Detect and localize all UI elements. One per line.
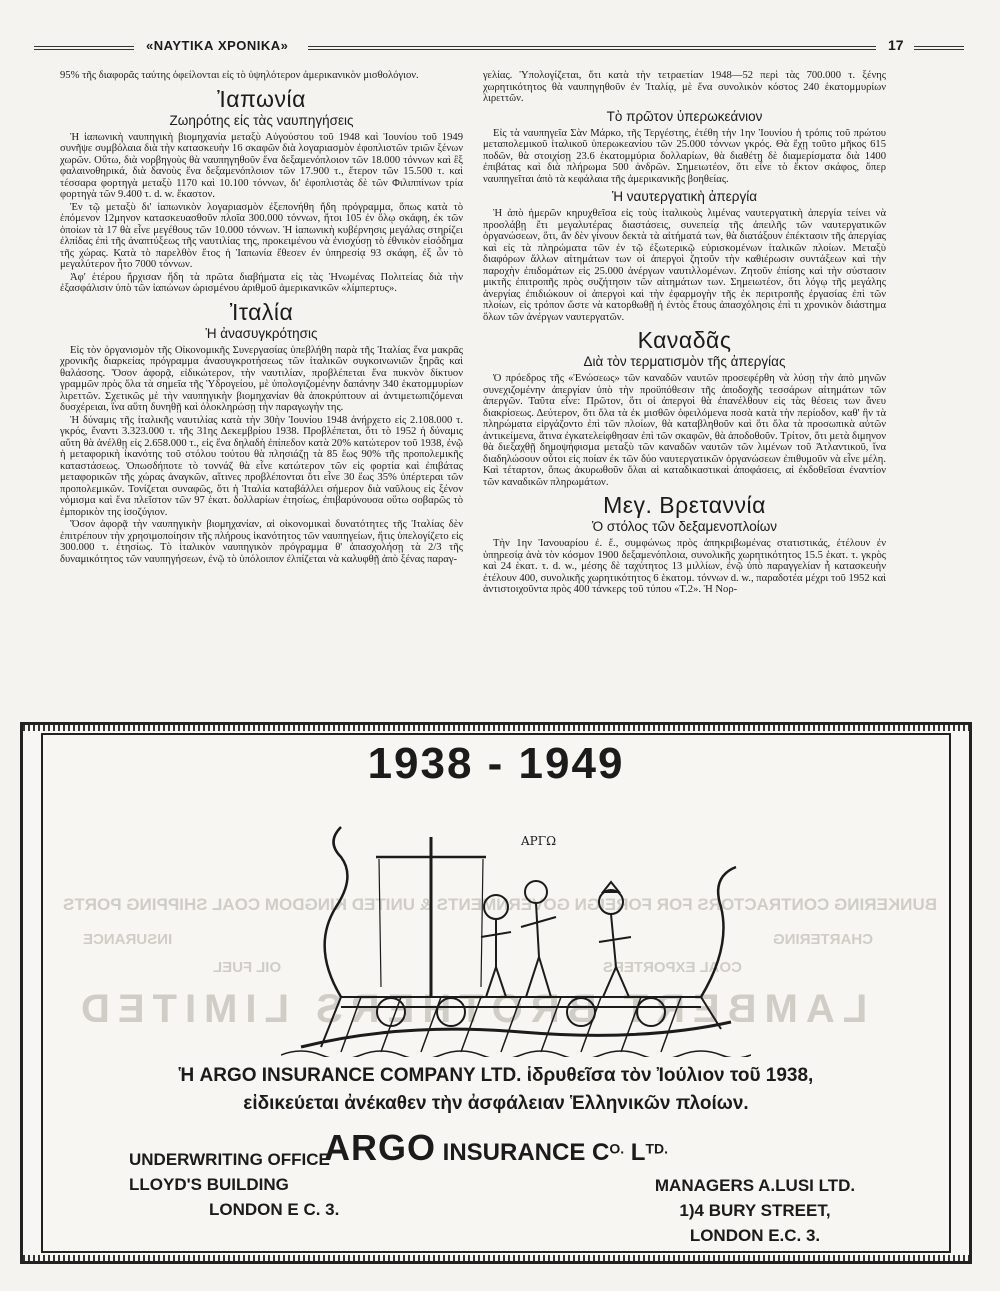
brand-name: ARGO: [323, 1127, 436, 1168]
show-through-text: COAL EXPORTERS: [603, 959, 742, 976]
brand-td-superscript: TD.: [645, 1140, 668, 1157]
ad-frame: [41, 733, 951, 1253]
section-title-ocean-liner: Τὸ πρῶτον ὑπερωκεάνιον: [606, 108, 763, 124]
ad-headline-line-1: Ἡ ARGO INSURANCE COMPANY LTD. ἱδρυθεῖσα τὸν Ἰούλιον τοῦ 1938,: [178, 1065, 814, 1086]
continuation-paragraph: γελίας. Ὑπολογίζεται, ὅτι κατὰ τὴν τετραετίαν 1948—52 περὶ τὰς 700.000 τ. ξένης χωρητικότητος θὰ ναυπηγηθοῦν ἐν Ἰταλίᾳ, μὲ ἕνα συνολικὸν κόστος 240 ἑκατομμυρίων λιρεττῶν.: [483, 70, 886, 104]
section-subtitle-italy: Ἡ ἀνασυγκρότησις: [205, 325, 318, 341]
address-line: UNDERWRITING OFFICE: [129, 1150, 330, 1169]
britain-paragraph: Τὴν 1ην Ἰανουαρίου ἐ. ἔ., συμφώνως πρὸς ἀπηκριβωμένας στατιστικάς, ἐτέλουν ἐν ὑπηρεσίᾳ ἀνὰ τὸν κόσμον 1900 δεξαμενόπλοια, συνολικῆς χωρητικότητος 15.5 ἑκατ. τ. γκρὸς καὶ 24 ἑκατ. τ. d. w., μέσης δὲ ταχύτητος 13 μιλλίων, ἐνῷ ὑπὸ παραγγελίαν ἦ κατασκευὴν ἐτέλουν 400, συνολικῆς χωρητικότητος 6 ἑκατομ. τόννων d. w., παραδοτέα μέχρι τοῦ 1952 καὶ ἀντιστοιχοῦντα πρὸς 400 τάνκερς τοῦ τύπου «Τ.2». Ἡ Νορ-: [483, 538, 886, 595]
ad-years: 1938 - 1949: [367, 739, 625, 788]
section-title-canada: Καναδᾶς: [637, 327, 732, 353]
section-subtitle-japan: Ζωηρότης εἰς τὰς ναυπηγήσεις: [169, 112, 354, 128]
ad-top-hatch: [23, 725, 969, 731]
strike-paragraph: Ἡ ἀπὸ ἡμερῶν κηρυχθεῖσα εἰς τοὺς ἰταλικοὺς λιμένας ναυτεργατικὴ ἀπεργία τείνει νὰ προσλάβῃ ἔτι μεγαλυτέρας διαστάσεις, συνεπείᾳ τῆς ἀπειλῆς τῶν ναυτεργατικῶν ὀργανώσεων, ὅτι, ἂν δὲν γίνουν δεκτὰ τὰ αἰτήματά των, θὰ διατάξουν ἐπέκτασιν τῆς ἀπεργίας καὶ εἰς τὰ πληρώματα τῶν ἐν τῷ ἐξωτερικῷ εὑρισκομένων ἰταλικῶν πλοίων. Μεταξὺ διαφόρων ἄλλων αἰτημάτων των οἱ ἀπεργοὶ ζητοῦν τὴν καθιέρωσιν συντάξεων καὶ τὴν παροχὴν ἐπιδομάτων εἰς 25.000 ἀνέργων ναυτιλλομένων. Ζητοῦν ἐπίσης καὶ τὴν σύστασιν μικτῆς ἐπιτροπῆς πρὸς συζήτησιν τῶν αἰτημάτων των. Σημειωτέον, ὅτι λόγῳ τῆς μεγάλης ἀνεργίας ἐπιδιώκουν οἱ ἀπεργοὶ καὶ τὴν ἐφαρμογὴν τῆς ἐκ περιτροπῆς ἐργασίας ἐπὶ τῶν πλοίων, εἰς τρόπον ὥστε νὰ κατορθωθῇ ἡ ἐντὸς ἔτους ἀπασχόλησις ἐπὶ τι χρονικὸν διάστημα ὅλων τῶν ἀνέργων ναυτεργατῶν.: [483, 208, 886, 323]
italy-paragraph-1: Εἰς τὸν ὀργανισμὸν τῆς Οἰκονομικῆς Συνεργασίας ὑπεβλήθη παρὰ τῆς Ἰταλίας ἕνα μακρᾶς χρονικῆς διαρκείας πρόγραμμα ἀνασυγκροτήσεως τῶν ἰταλικῶν συγκοινωνιῶν ξηρᾶς καὶ θαλάσσης. Ὅσον ἀφορᾷ, εἰδικώτερον, τὴν ναυτιλίαν, προβλέπεται ἕνα πυκνὸν δίκτυον γραμμῶν πρὸς ὅλα τὰ σημεῖα τῆς Ὑδρογείου, μὲ ὑπολογιζομένην δαπάνην 340 ἑκατομμυρίων λιρεττῶν. Σχετικῶς μὲ τὴν ναυπηγικὴν βιομηχανίαν θὰ ἀποκρύπτουν αἱ ἀντιμετωπιζόμεναι δυσχέρειαι, ἵνα αὕτη δυνηθῇ καὶ ὁλοκληρώσῃ τὴν παραγωγὴν της.: [60, 344, 463, 413]
japan-paragraph-3: Ἀφ' ἑτέρου ἤρχισαν ἤδη τὰ πρῶτα διαβήματα εἰς τὰς Ἡνωμένας Πολιτείας διὰ τὴν ἐξασφάλισιν ὑπὸ τῶν ἰαπώνων ὡρισμένου ἀριθμοῦ ἀμερικανικῶν «λίμπερτυς».: [60, 271, 463, 294]
section-subtitle-britain: Ὁ στόλος τῶν δεξαμενοπλοίων: [591, 519, 778, 534]
brand-rest: INSURANCE C: [435, 1139, 610, 1166]
ship-label: ΑΡΓΩ: [521, 834, 557, 848]
japan-paragraph-1: Ἡ ἰαπωνικὴ ναυπηγικὴ βιομηχανία μεταξὺ Αὐγούστου τοῦ 1948 καὶ Ἰουνίου τοῦ 1949 συνῆψε συμβόλαια διὰ τὴν κατασκευὴν 16 σκαφῶν διὰ λογαριασμὸν ἐφοπλιστῶν τριῶν ξένων χωρῶν. Οὕτω, διὰ νορβηγοὺς θὰ ναυπηγηθοῦν ἕνα δεξαμενόπλοιον τῶν 18.000 τόννων καὶ ἓξ φαλαινοθηρικά, διὰ δανοὺς ἕνα δεξαμενόπλοιον τῶν 17.900 τ., ἕτερον τῶν 15.500 τ. καὶ τέσσαρα φορτηγὰ μεταξὺ 1170 καὶ 10.100 τόννων, δι' ἐφοπλιστὰς δὲ τῶν Φιλιππίνων τρία φορτηγὰ τῶν 9.400 τ. d. w. ἕκαστον.: [60, 131, 463, 200]
page-header: [34, 38, 964, 56]
ad-bottom-hatch: [23, 1255, 969, 1261]
show-through-text: OIL FUEL: [213, 959, 282, 976]
italy-paragraph-2: Ἡ δύναμις τῆς ἰταλικῆς ναυτιλίας κατὰ τὴν 30ὴν Ἰουνίου 1948 ἀνήρχετο εἰς 2.108.000 τ. γκρός, ἔναντι 3.323.000 τ. τῆς 31ης Δεκεμβρίου 1938. Προβλέπεται, ὅτι τὸ 1952 ἡ δύναμις αὕτη θὰ ἀνέλθῃ εἰς 2.658.000 τ., εἰς ἕνα δηλαδὴ ἐπίπεδον κατὰ 20% κατώτερον τοῦ 1938, ἐνῷ ἡ μεταφορικὴ ἱκανότης τοῦ στόλου τούτου θὰ πλησιάζῃ τὰ 85 ἕως 90% τῆς προπολεμικῆς καταστάσεως. Ὁπωσδήποτε τὸ τοννάζ θὰ εἶνε κατώτερον τῶν εἰς φορτία καὶ ἐπιβάτας μεταφορικῶν τῆς χώρας ἀναγκῶν, αἵτινες προβλέπονται ὅτι εἶνε 30 ἕως 35% ὑπέρτεραι τῶν προπολεμικῶν. Τονίζεται συναφῶς, ὅτι ἡ Ἰταλία καταβάλλει σήμερον διὰ ναῦλους εἰς ξένον νόμισμα καὶ ἕνα πλεῖστον τῶν 97 ἑκατ. δολλαρίων ἐτησίως, ἐπιβαρύνουσα οὕτω σοβαρῶς τὸ ἐμπορικὸν της ἰσοζύγιον.: [60, 414, 463, 518]
address-line: 1)4 BURY STREET,: [679, 1201, 831, 1220]
section-title-strike: Ἡ ναυτεργατικὴ ἀπεργία: [611, 189, 758, 204]
canada-paragraph: Ὁ πρόεδρος τῆς «Ἑνώσεως» τῶν καναδῶν ναυτῶν προσεφέρθη νὰ λύσῃ τὴν ἀπὸ μηνῶν συνεχιζομένην ἀπεργίαν ὑπὸ τὴν προϋπόθεσιν τῆς ἀποδοχῆς τεσσάρων αἰτημάτων τῶν ἀπεργῶν. Ταῦτα εἶνε: Πρῶτον, ὅτι οἱ ἀπεργοὶ θὰ ἐπανέλθουν εἰς τὰς θέσεις των ἄνευ διακρίσεως. Δεύτερον, ὅτι ὅλα τὰ ἐκ μισθῶν ὀφειλόμενα ποσὰ κατὰ τὴν περίοδον, καθ' ἣν τὰ πληρώματα εἰργάζοντο ἐπὶ τῶν πλοίων, θὰ καταβληθοῦν καὶ ὅτι ὅλα τὰ προσωπικὰ αὐτῶν ἀντικείμενα, ἅτινα ἐγκατελείφθησαν ἐπὶ τῶν σκαφῶν, θὰ ἀποδοθοῦν. Τρίτον, ὅτι μετὰ διμηνον θὰ διεξαχθῇ δημοψήφισμα μεταξὺ τῶν καναδῶν ναυτῶν τῶν λιμένων τοῦ Ἀτλαντικοῦ, ἵνα διαδηλώσουν οὗτοι εἰς ποίαν ἐκ τῶν δύο ναυτεργατικῶν ὀργανώσεων ἐπιθυμοῦν νὰ εἶνε μέλη. Καὶ τέταρτον, ὅπως ἀκυρωθοῦν ὅλαι αἱ καταδικαστικαὶ ἀποφάσεις, αἱ ἐκδοθεῖσαι ἐναντίον τῶν καναδικῶν πληρωμάτων.: [483, 373, 886, 488]
show-through-text: INSURANCE: [83, 931, 173, 948]
left-column: [60, 70, 463, 566]
ad-headline-line-2: εἰδικεύεται ἀνέκαθεν τὴν ἀσφάλειαν Ἑλληνικῶν πλοίων.: [243, 1093, 749, 1114]
address-line: LLOYD'S BUILDING: [129, 1175, 289, 1194]
argo-insurance-advertisement: [20, 722, 972, 1264]
header-rule-right: [914, 46, 964, 50]
right-column: [483, 70, 886, 597]
japan-paragraph-2: Ἐν τῷ μεταξὺ δι' ἰαπωνικὸν λογαριασμὸν ἐξεπονήθη ἤδη πρόγραμμα, ὅπως κατὰ τὸ ἑπόμενον 12μηνον κατασκευασθοῦν πλοῖα 300.000 τόννων, ἤτοι 105 ἐν ὅλῳ σκάφη, ἐκ τῶν ὁποίων τὰ 17 θὰ εἶνε μεγέθους τῶν 10.000 τόννων. Ἡ ἰαπωνικὴ κυβέρνησις μεγάλας στηρίζει ἐλπίδας ἐπὶ τῆς ἀναπτύξεως τῆς ναυτιλίας της, προκειμένου νὰ ἐνισχύσῃ τὸ ἐθνικὸν εἰσόδημα τῆς χώρας. Κατὰ τὸ παρελθὸν ἔτος ἡ Ἰαπωνία ἔθεσεν ἐν ὑπηρεσίᾳ 93 σκάφη, ἐξ ὧν τὸ μεγαλύτερον ἦτο 7000 τόννων.: [60, 201, 463, 270]
journal-title: «ΝΑΥΤΙΚΑ ΧΡΟΝΙΚΑ»: [146, 38, 289, 53]
brand-o-superscript: O.: [609, 1140, 625, 1157]
italy-paragraph-3: Ὅσον ἀφορᾷ τὴν ναυπηγικὴν βιομηχανίαν, αἱ οἰκονομικαὶ δυνατότητες τῆς Ἰταλίας δὲν ἐπιτρέπουν τὴν χρησιμοποίησιν τῆς πλήρους ἱκανότητος τῶν ναυπηγείων, ἥτις ὑπελογίζετο εἰς 300.000 τ. ἐτησίως. Τὸ ἰταλικὸν ναυπηγικὸν πρόγραμμα θ' ἀπασχολήσῃ τὰ 2/3 τῆς δυναμικότητος τῶν ναυπηγήσεων, ἐνῷ τὸ ὑπόλοιπον ἐλπίζεται νὰ καλυφθῇ ἀπὸ ξένας παραγ-: [60, 519, 463, 565]
section-title-italy: Ἰταλία: [229, 298, 294, 325]
show-through-text: LAMBERT BROTHERS LIMITED: [73, 987, 868, 1031]
brand-ltd: L: [624, 1139, 646, 1166]
show-through-text: BUNKERING CONTRACTORS FOR FOREIGN GOVERNMENTS & UNITED KINGDOM COAL SHIPPING PORTS: [63, 895, 937, 914]
ocean-liner-paragraph: Εἰς τὰ ναυπηγεῖα Σὰν Μάρκο, τῆς Τεργέστης, ἐτέθη τὴν 1ην Ἰουνίου ἡ τρόπις τοῦ πρώτου μεταπολεμικοῦ ἰταλικοῦ ὑπερωκεανίου τῶν 25.000 τόννων γκρός. Θὰ ἔχῃ τοῦτο μῆκος 615 ποδῶν, θὰ στοιχίσῃ 23.6 ἑκατομμύρια δολλαρίων, θὰ διαθέτῃ δὲ διαμερίσματα διὰ 1400 ἐπιβάτας καὶ διὰ πλήρωμα 500 ἀνδρῶν. Σημειωτέον, ὅτι εἶνε τὸ ἕκτον σκάφος, ὅπερ ναυπηγεῖται ἀπὸ τὰ κεφάλαια τῆς ἀμερικανικῆς βοηθείας.: [483, 127, 886, 185]
header-rule-left: [34, 46, 134, 50]
section-title-britain: Μεγ. Βρεταννία: [603, 492, 766, 518]
page-number: 17: [888, 37, 904, 53]
argo-ship-illustration: [281, 797, 751, 1057]
address-line: LONDON E.C. 3.: [689, 1226, 821, 1245]
section-title-japan: Ἰαπωνία: [217, 85, 306, 112]
underwriting-office-block: [129, 1147, 339, 1222]
address-line: LONDON E C. 3.: [209, 1200, 340, 1219]
intro-paragraph: 95% τῆς διαφορᾶς ταύτης ὀφείλονται εἰς τὸ ὑψηλότερον ἀμερικανικὸν μισθολόγιον.: [60, 70, 419, 81]
managers-block: [605, 1173, 905, 1248]
show-through-text: CHARTERING: [773, 931, 873, 948]
header-rule-middle: [308, 46, 876, 50]
address-line: MANAGERS A.LUSI LTD.: [654, 1176, 856, 1195]
section-subtitle-canada: Διὰ τὸν τερματισμὸν τῆς ἀπεργίας: [583, 354, 786, 369]
